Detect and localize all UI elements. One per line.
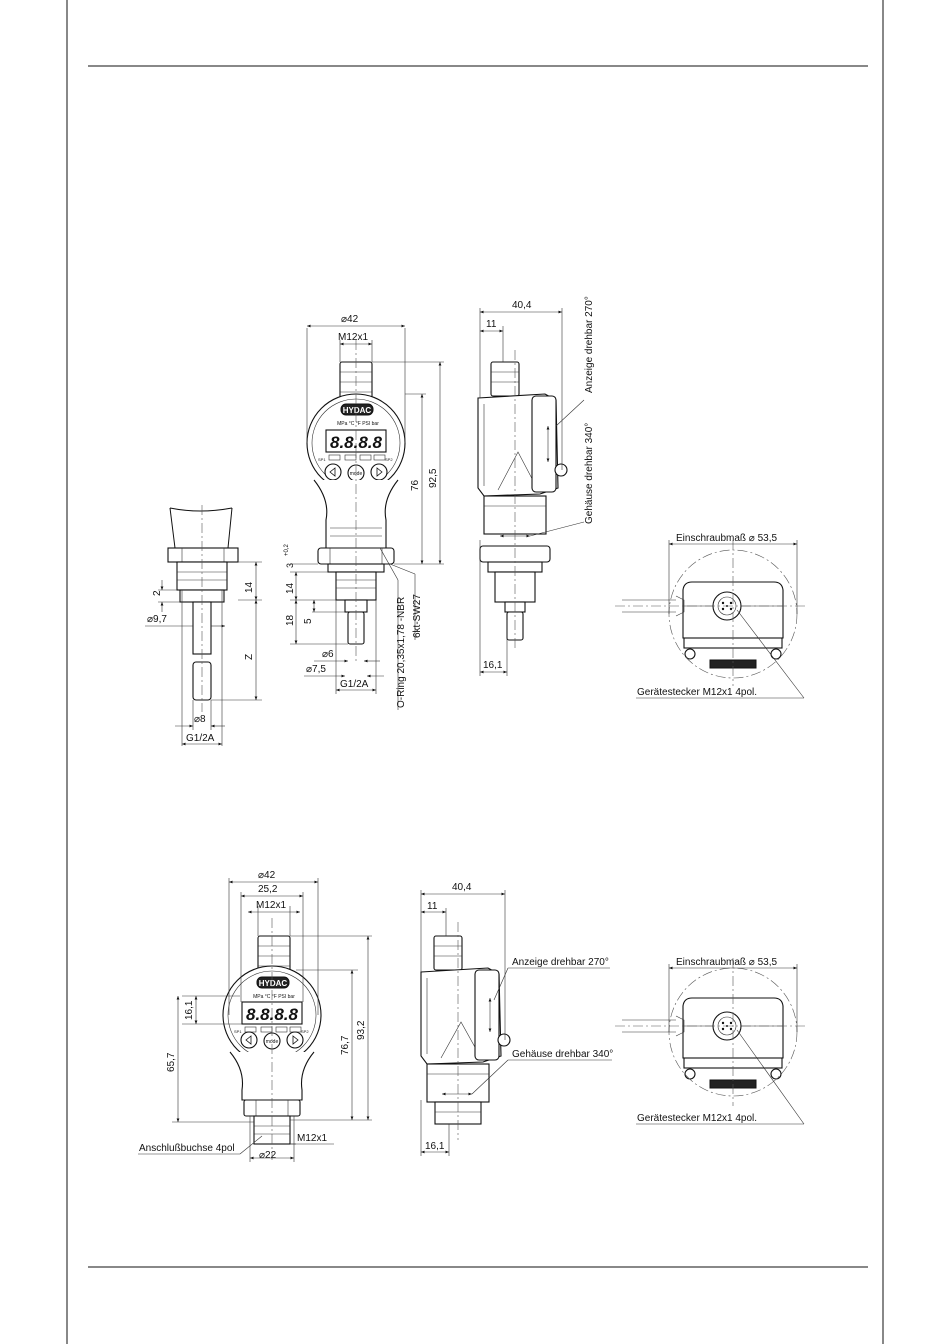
housing-rotation-callout: Gehäuse drehbar 340° <box>584 422 595 524</box>
dim-dia-22: ⌀22 <box>259 1150 277 1161</box>
hex-callout: 6kt-SW27 <box>412 594 423 638</box>
dim-76: 76 <box>410 479 421 491</box>
dim-dia-6: ⌀6 <box>322 649 334 660</box>
dim-11-bottom: 11 <box>427 901 438 912</box>
dim-tolerance: +0,2 <box>284 544 290 556</box>
sp1-label-bottom: SP1 <box>234 1029 242 1034</box>
dim-g12a: G1/2A <box>186 733 215 744</box>
top-view-bottom <box>615 958 808 1106</box>
sp2-label-bottom: SP2 <box>301 1029 309 1034</box>
dim-z: Z <box>244 653 255 660</box>
display-units-bottom: MPa °C °F PSI bar <box>253 994 295 1000</box>
dim-g12a-front: G1/2A <box>340 679 369 690</box>
sp2-label-top: SP2 <box>385 457 393 462</box>
display-rotation-callout: Anzeige drehbar 270° <box>584 296 595 393</box>
dim-dia-42: ⌀42 <box>341 314 359 325</box>
housing-rotation-callout-bottom: Gehäuse drehbar 340° <box>512 1049 614 1060</box>
dim-16-1-front: 16,1 <box>184 1000 195 1020</box>
socket-callout: Anschlußbuchse 4pol <box>139 1143 235 1154</box>
side-view-top <box>478 350 567 650</box>
dim-5: 5 <box>303 618 314 624</box>
oring-callout: O-Ring 20,35x1,78 -NBR <box>396 596 407 708</box>
dim-dia-42-bottom: ⌀42 <box>258 870 276 881</box>
dim-14-front: 14 <box>285 582 296 594</box>
dim-16-1-bottom: 16,1 <box>425 1141 445 1152</box>
dim-76-7: 76,7 <box>340 1035 351 1055</box>
front-view-bottom <box>223 918 321 1160</box>
display-rotation-callout-bottom: Anzeige drehbar 270° <box>512 957 609 968</box>
dim-thread-depth: Einschraubmaß ⌀ 53,5 <box>676 533 778 544</box>
dim-40-4: 40,4 <box>512 300 532 311</box>
dim-25-2: 25,2 <box>258 884 278 895</box>
dim-dia-9-7: ⌀9,7 <box>147 614 167 625</box>
mode-button-label-top: mode <box>349 471 363 477</box>
dim-93-2: 93,2 <box>356 1020 367 1040</box>
dim-2: 2 <box>152 590 163 596</box>
dim-m12x1-socket: M12x1 <box>297 1133 328 1144</box>
mode-button-label-bottom: mode <box>265 1039 279 1045</box>
dim-40-4-bottom: 40,4 <box>452 882 472 893</box>
dim-18: 18 <box>285 614 296 626</box>
connection-detail-view <box>168 505 238 712</box>
brand-logo-bottom: HYDAC <box>258 979 288 988</box>
front-view-top <box>307 340 405 662</box>
dim-m12x1-bottom: M12x1 <box>256 900 287 911</box>
top-view-top <box>615 540 808 686</box>
connector-callout-bottom: Gerätestecker M12x1 4pol. <box>637 1113 758 1124</box>
brand-logo-top: HYDAC <box>342 406 372 415</box>
side-view-bottom <box>421 922 510 1140</box>
dim-14: 14 <box>244 581 255 593</box>
connector-callout: Gerätestecker M12x1 4pol. <box>637 687 758 698</box>
dim-16-1: 16,1 <box>483 660 503 671</box>
dim-11: 11 <box>486 319 497 330</box>
dim-3: 3 <box>285 562 295 568</box>
display-digits-top: 8.8.8.8 <box>330 433 382 452</box>
display-digits-bottom: 8.8.8.8 <box>246 1005 298 1024</box>
dim-m12x1: M12x1 <box>338 332 369 343</box>
dim-dia-7-5: ⌀7,5 <box>306 664 326 675</box>
dim-92-5: 92,5 <box>428 468 439 488</box>
dim-dia-8: ⌀8 <box>194 714 206 725</box>
dim-65-7: 65,7 <box>166 1052 177 1072</box>
sp1-label-top: SP1 <box>318 457 326 462</box>
display-units-top: MPa °C °F PSI bar <box>337 421 379 427</box>
dim-thread-depth-bottom: Einschraubmaß ⌀ 53,5 <box>676 957 778 968</box>
